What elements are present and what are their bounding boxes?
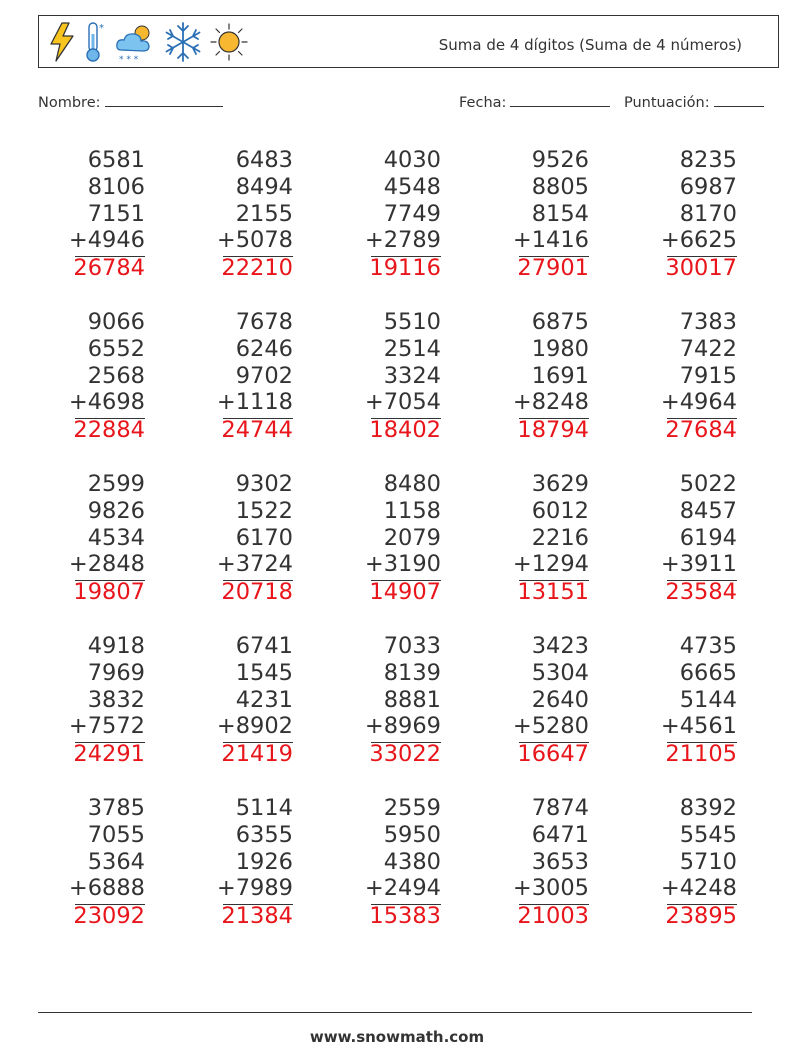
addend: 8170 (679, 200, 737, 227)
addend: 1691 (531, 362, 589, 389)
addend: 8392 (679, 795, 737, 821)
addend-with-plus: +7572 (68, 713, 145, 740)
addend: 2514 (383, 335, 441, 362)
answer: 23092 (73, 903, 145, 930)
addend: 6875 (531, 309, 589, 335)
header-box (38, 15, 779, 68)
problem-9 (469, 309, 589, 444)
score-line[interactable] (714, 93, 764, 107)
addend: 1158 (383, 497, 441, 524)
addend: 6012 (531, 497, 589, 524)
addend: 9066 (87, 309, 145, 335)
addend-with-plus: +2494 (364, 875, 441, 902)
addend-with-plus: +6625 (660, 227, 737, 254)
addend: 7678 (235, 309, 293, 335)
addend-with-plus: +7989 (216, 875, 293, 902)
addend: 3629 (531, 471, 589, 497)
addend: 8154 (531, 200, 589, 227)
answer: 33022 (369, 741, 441, 768)
name-line[interactable] (105, 93, 223, 107)
addend-with-plus: +1416 (512, 227, 589, 254)
addend: 6581 (87, 147, 145, 173)
addend: 6355 (235, 821, 293, 848)
addend: 4534 (87, 524, 145, 551)
problem-25 (617, 795, 737, 930)
svg-text:*: * (99, 23, 104, 34)
addend: 1926 (235, 848, 293, 875)
problem-22 (173, 795, 293, 930)
addend: 6665 (679, 659, 737, 686)
addend: 4030 (383, 147, 441, 173)
score-field[interactable] (624, 93, 764, 111)
answer: 18402 (369, 417, 441, 444)
addend: 9526 (531, 147, 589, 173)
answer: 19116 (369, 255, 441, 282)
weather-icons (47, 19, 249, 65)
problem-16 (25, 633, 145, 768)
snowflake-icon (161, 20, 205, 64)
addend-with-plus: +3190 (364, 551, 441, 578)
problem-3 (321, 147, 441, 282)
addend: 8480 (383, 471, 441, 497)
addend: 5144 (679, 686, 737, 713)
problem-13 (321, 471, 441, 606)
answer: 13151 (517, 579, 589, 606)
addend-with-plus: +6888 (68, 875, 145, 902)
addend: 8881 (383, 686, 441, 713)
addend: 6987 (679, 173, 737, 200)
addend: 3324 (383, 362, 441, 389)
addend: 1522 (235, 497, 293, 524)
addend: 8139 (383, 659, 441, 686)
addend: 6552 (87, 335, 145, 362)
footer-site: www.snowmath.com (309, 1028, 485, 1046)
problem-11 (25, 471, 145, 606)
addend-with-plus: +5280 (512, 713, 589, 740)
answer: 21384 (221, 903, 293, 930)
addend: 8106 (87, 173, 145, 200)
addend-with-plus: +4698 (68, 389, 145, 416)
worksheet-title: Suma de 4 dígitos (Suma de 4 números) (438, 36, 742, 54)
problem-5 (617, 147, 737, 282)
problem-10 (617, 309, 737, 444)
addend-with-plus: +8902 (216, 713, 293, 740)
addend-with-plus: +8969 (364, 713, 441, 740)
addend-with-plus: +4561 (660, 713, 737, 740)
addend: 8457 (679, 497, 737, 524)
addend-with-plus: +3911 (660, 551, 737, 578)
addend: 4918 (87, 633, 145, 659)
problem-18 (321, 633, 441, 768)
addend: 2640 (531, 686, 589, 713)
addend: 5545 (679, 821, 737, 848)
problem-19 (469, 633, 589, 768)
addend-with-plus: +4964 (660, 389, 737, 416)
problem-12 (173, 471, 293, 606)
answer: 22210 (221, 255, 293, 282)
thermometer-icon (81, 20, 109, 64)
addend: 4231 (235, 686, 293, 713)
addend: 5950 (383, 821, 441, 848)
addend: 8805 (531, 173, 589, 200)
sun-icon (209, 20, 249, 64)
addend-with-plus: +4248 (660, 875, 737, 902)
name-label: Nombre: (38, 95, 101, 111)
addend: 6471 (531, 821, 589, 848)
date-line[interactable] (510, 93, 610, 107)
addend: 8494 (235, 173, 293, 200)
addend: 9702 (235, 362, 293, 389)
addend: 7422 (679, 335, 737, 362)
addend-with-plus: +3005 (512, 875, 589, 902)
addend: 2599 (87, 471, 145, 497)
answer: 20718 (221, 579, 293, 606)
addend: 7749 (383, 200, 441, 227)
answer: 26784 (73, 255, 145, 282)
answer: 24291 (73, 741, 145, 768)
addend: 8235 (679, 147, 737, 173)
problem-23 (321, 795, 441, 930)
answer: 19807 (73, 579, 145, 606)
addend: 2216 (531, 524, 589, 551)
addend: 9302 (235, 471, 293, 497)
addend: 7383 (679, 309, 737, 335)
date-label: Fecha: (459, 95, 507, 111)
addend-with-plus: +8248 (512, 389, 589, 416)
svg-text:* * *: * * * (119, 55, 139, 64)
problem-8 (321, 309, 441, 444)
problem-4 (469, 147, 589, 282)
addend: 7033 (383, 633, 441, 659)
addend-with-plus: +2848 (68, 551, 145, 578)
addend: 7874 (531, 795, 589, 821)
answer: 23584 (665, 579, 737, 606)
addend: 4735 (679, 633, 737, 659)
addend: 2559 (383, 795, 441, 821)
problem-1 (25, 147, 145, 282)
addend-with-plus: +2789 (364, 227, 441, 254)
addend: 5364 (87, 848, 145, 875)
addend: 1980 (531, 335, 589, 362)
addend: 1545 (235, 659, 293, 686)
addend-with-plus: +7054 (364, 389, 441, 416)
addend: 4380 (383, 848, 441, 875)
lightning-icon (47, 20, 77, 64)
addend-with-plus: +5078 (216, 227, 293, 254)
addend: 5304 (531, 659, 589, 686)
date-field[interactable] (459, 93, 610, 111)
cloud-snow-sun-icon (113, 20, 157, 64)
addend: 7969 (87, 659, 145, 686)
problem-24 (469, 795, 589, 930)
addend: 5710 (679, 848, 737, 875)
addend: 6483 (235, 147, 293, 173)
addend: 5510 (383, 309, 441, 335)
problem-17 (173, 633, 293, 768)
problem-2 (173, 147, 293, 282)
answer: 21105 (665, 741, 737, 768)
addend: 6246 (235, 335, 293, 362)
answer: 15383 (369, 903, 441, 930)
problem-14 (469, 471, 589, 606)
addend: 6741 (235, 633, 293, 659)
addend: 4548 (383, 173, 441, 200)
addend: 3423 (531, 633, 589, 659)
answer: 16647 (517, 741, 589, 768)
addend: 2568 (87, 362, 145, 389)
addend: 2155 (235, 200, 293, 227)
answer: 14907 (369, 579, 441, 606)
answer: 18794 (517, 417, 589, 444)
answer: 21003 (517, 903, 589, 930)
answer: 21419 (221, 741, 293, 768)
problem-6 (25, 309, 145, 444)
addend-with-plus: +3724 (216, 551, 293, 578)
addend-with-plus: +4946 (68, 227, 145, 254)
footer-divider (38, 1012, 752, 1013)
addend: 3785 (87, 795, 145, 821)
addend: 3832 (87, 686, 145, 713)
addend: 5022 (679, 471, 737, 497)
addend: 6170 (235, 524, 293, 551)
name-field[interactable] (38, 93, 223, 111)
addend: 7055 (87, 821, 145, 848)
addend: 7151 (87, 200, 145, 227)
score-label: Puntuación: (624, 95, 710, 111)
answer: 23895 (665, 903, 737, 930)
addend: 2079 (383, 524, 441, 551)
addend: 7915 (679, 362, 737, 389)
problem-21 (25, 795, 145, 930)
answer: 30017 (665, 255, 737, 282)
addend: 3653 (531, 848, 589, 875)
addend: 5114 (235, 795, 293, 821)
problem-7 (173, 309, 293, 444)
addend-with-plus: +1118 (216, 389, 293, 416)
problem-15 (617, 471, 737, 606)
answer: 22884 (73, 417, 145, 444)
answer: 27684 (665, 417, 737, 444)
answer: 27901 (517, 255, 589, 282)
addend: 6194 (679, 524, 737, 551)
addend: 9826 (87, 497, 145, 524)
problem-20 (617, 633, 737, 768)
answer: 24744 (221, 417, 293, 444)
addend-with-plus: +1294 (512, 551, 589, 578)
